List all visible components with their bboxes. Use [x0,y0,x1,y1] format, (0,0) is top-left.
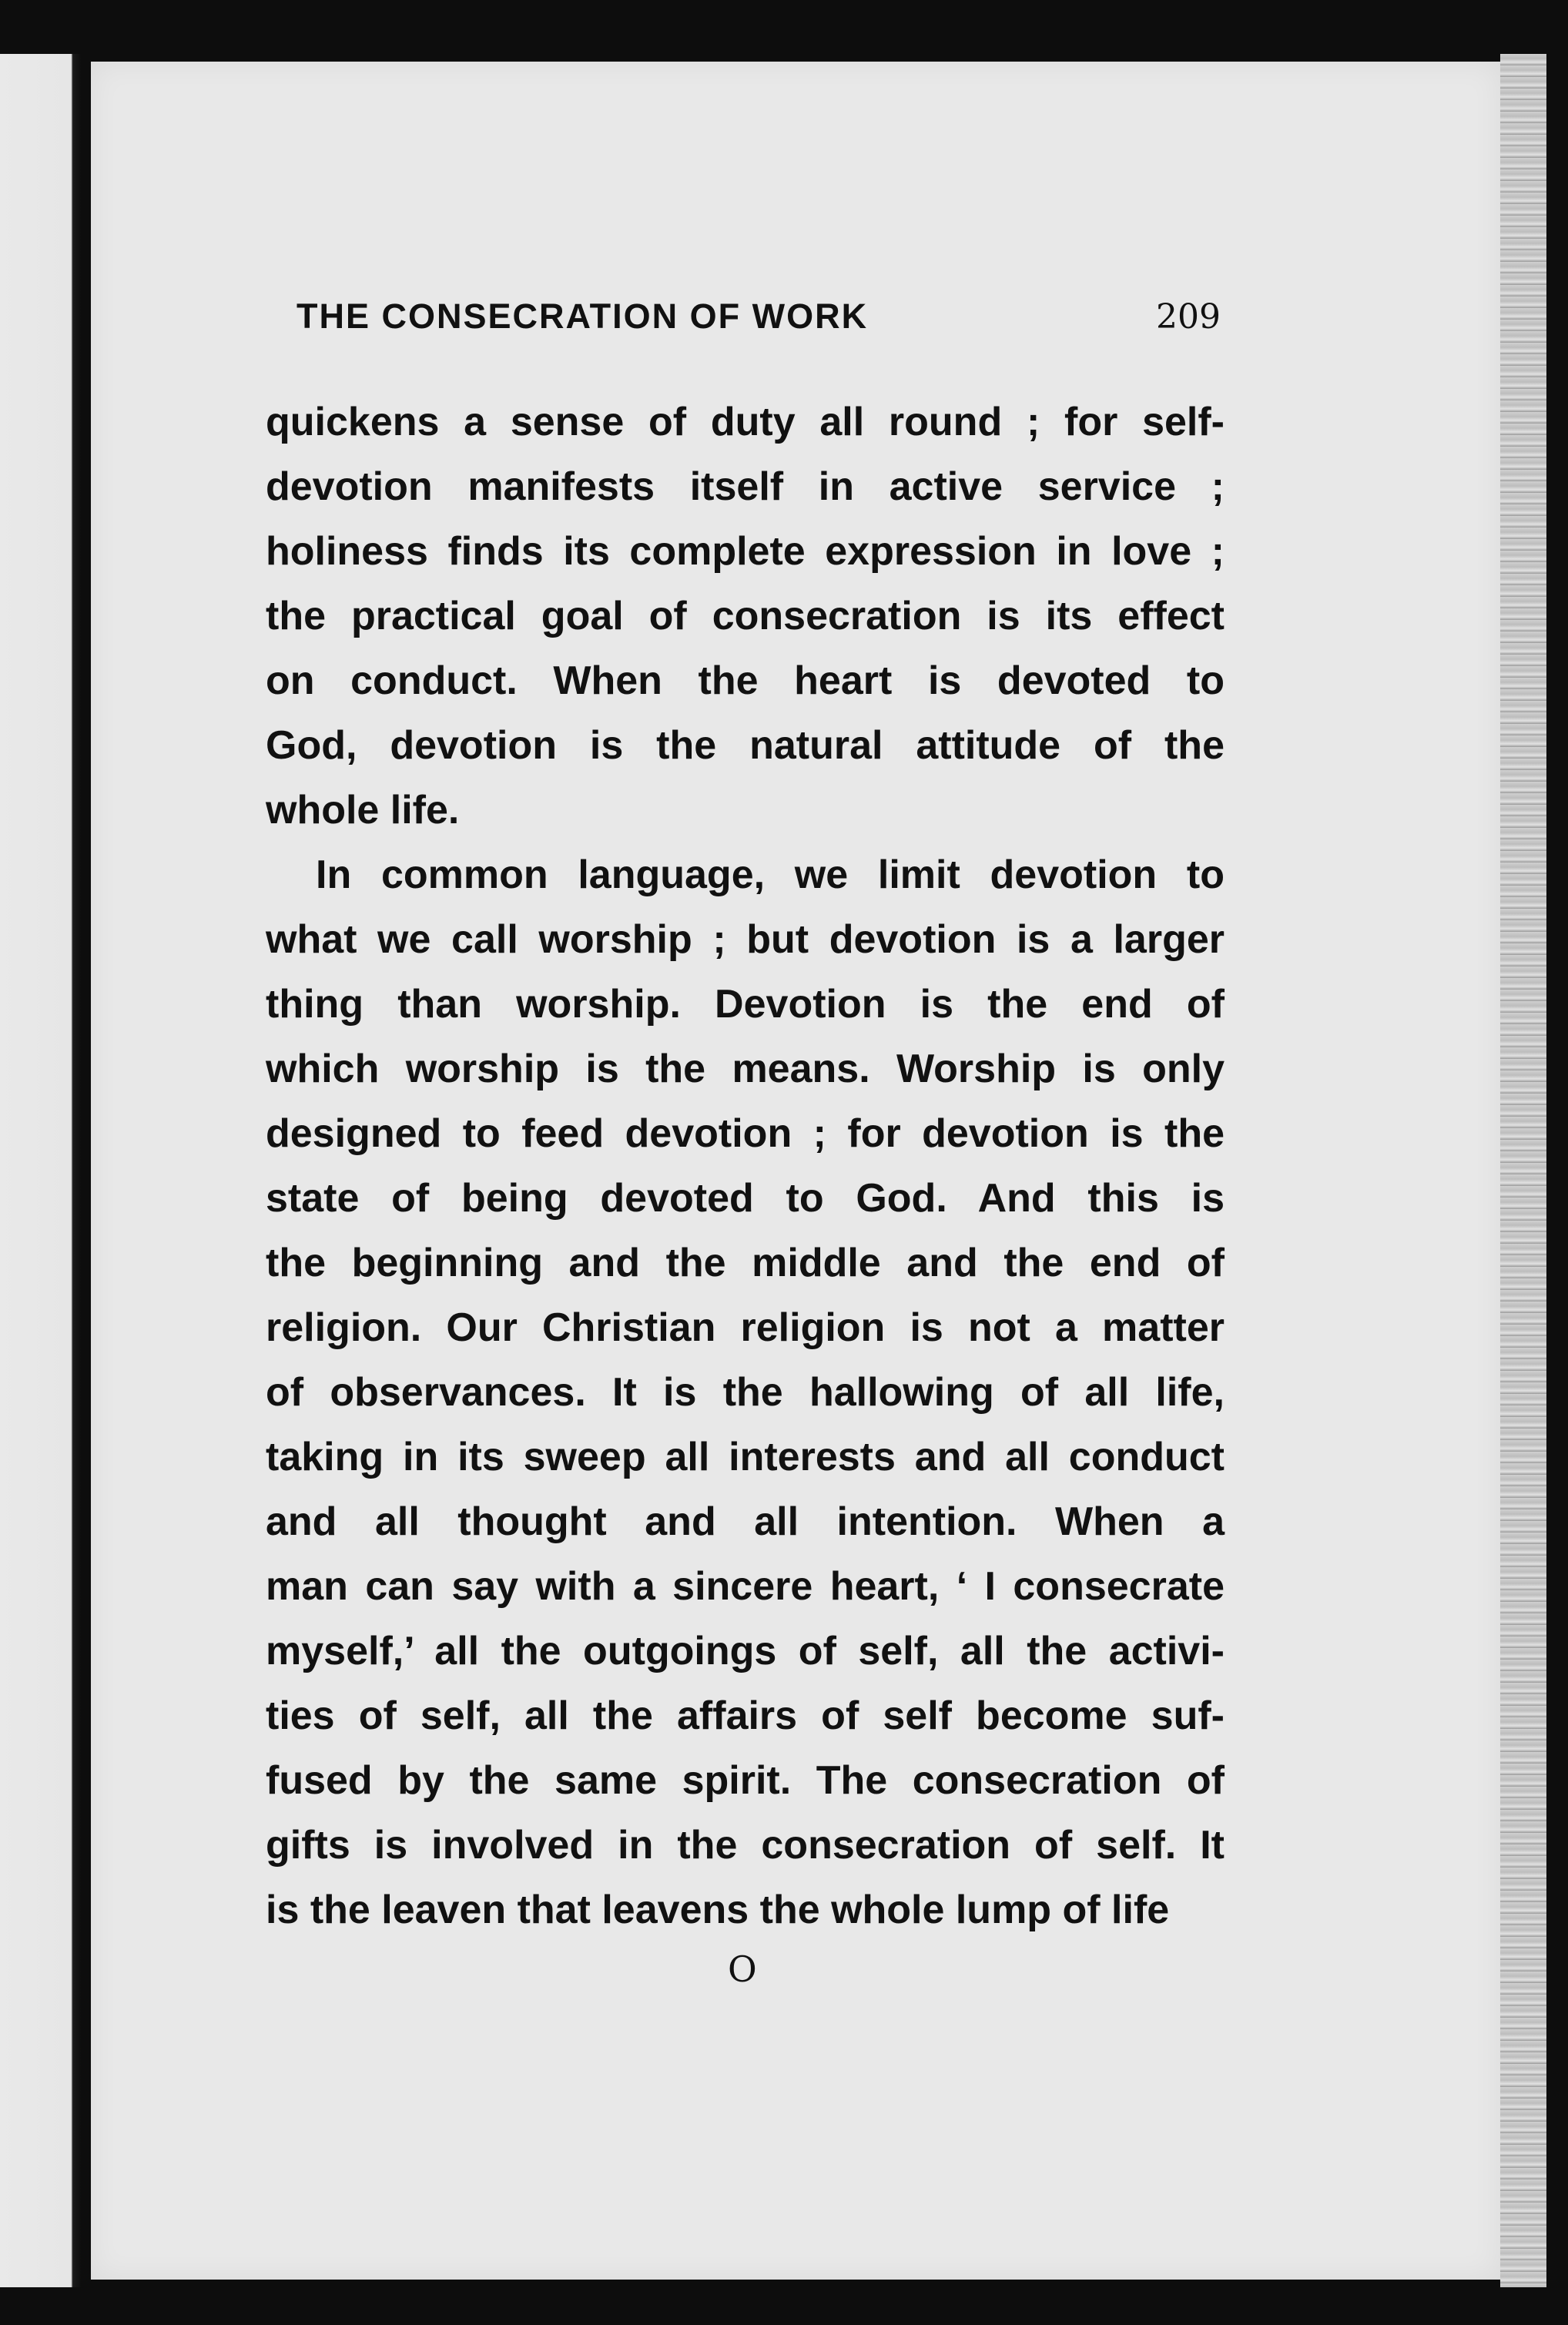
text-line: on conduct. When the heart is devoted to [266,658,1225,703]
facing-page-edge [0,54,81,2287]
text-line: God, devotion is the natural attitude of the [266,723,1225,768]
signature-mark: O [728,1948,757,1990]
paragraph [266,390,1225,843]
text-line: quickens a sense of duty all round ; for self- [266,400,1225,444]
text-line: In common language, we limit devotion to [316,853,1225,897]
text-line: of observances. It is the hallowing of all life, [266,1370,1225,1415]
text-line: the beginning and the middle and the end of [266,1241,1225,1285]
text-line: what we call worship ; but devotion is a larger [266,917,1225,962]
text-line: and all thought and all intention. When a [266,1499,1225,1544]
paragraph [266,843,1225,1942]
text-line: ties of self, all the affairs of self become suf- [266,1693,1225,1738]
text-line: fused by the same spirit. The consecration of [266,1758,1225,1803]
running-title: THE CONSECRATION OF WORK [297,296,869,336]
text-line: devotion manifests itself in active service ; [266,464,1225,509]
text-line: is the leaven that leavens the whole lump of life [266,1888,1170,1932]
running-head [297,296,1221,350]
text-line: thing than worship. Devotion is the end of [266,982,1225,1027]
text-line: state of being devoted to God. And this is [266,1176,1225,1221]
page-number: 209 [1156,297,1221,337]
text-line: man can say with a sincere heart, ‘ I consecrate [266,1564,1225,1609]
text-line: holiness finds its complete expression in love ; [266,529,1225,574]
text-line: taking in its sweep all interests and all conduct [266,1435,1225,1479]
text-line: religion. Our Christian religion is not a matter [266,1305,1225,1350]
body-text [266,390,1225,1942]
text-line: whole life. [266,788,460,833]
text-line: gifts is involved in the consecration of self. It [266,1823,1225,1868]
text-line: myself,’ all the outgoings of self, all the activi- [266,1629,1225,1673]
text-line: the practical goal of consecration is its effect [266,594,1225,638]
text-line: which worship is the means. Worship is only [266,1047,1225,1091]
page-stack-edge [1500,54,1546,2287]
text-line: designed to feed devotion ; for devotion is the [266,1111,1225,1156]
